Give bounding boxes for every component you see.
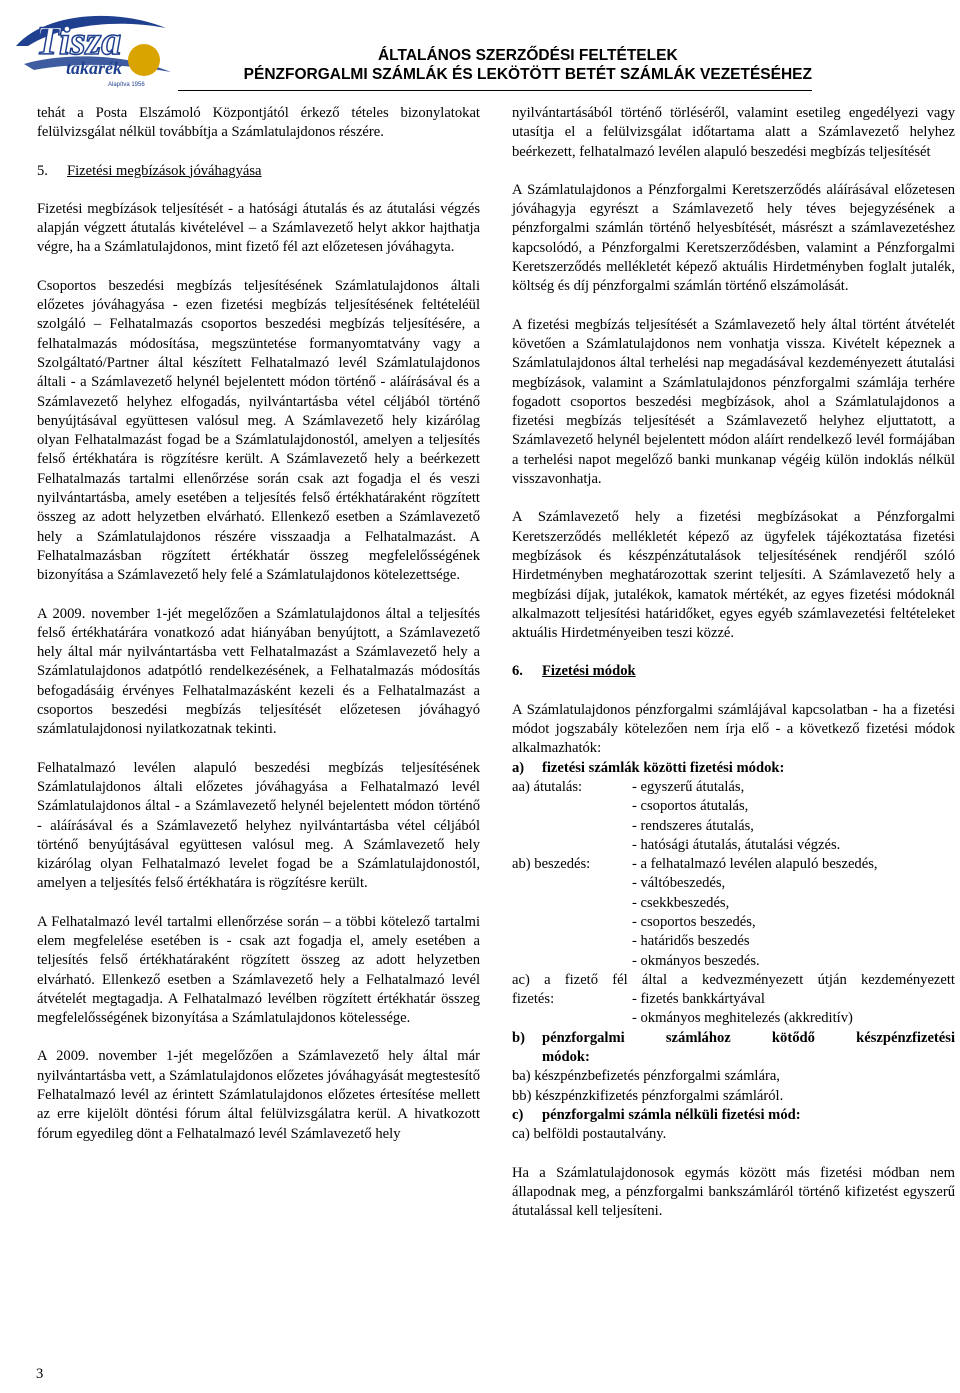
paragraph: A 2009. november 1-jét megelőzően a Számlavezető hely által már nyilvántartásba vett, a Számlatulajdonos előzetes jóváhagyását megtestesítő Felhatalmazó levél az érintett Számlatulajdonos előzetes értesítése mellett az erre kijelölt döntési fórum által felülvizsgálatra kerül. A hivatkozott fórum egyedileg dönt a Felhatalmazó levél Számlavezető hely	[37, 1048, 480, 1142]
list-item: - okmányos beszedés.	[632, 952, 760, 969]
payment-list-ab	[512, 855, 955, 971]
paragraph: Csoportos beszedési megbízás teljesítésének Számlatulajdonos általi előzetes jóváhagyása - ezen fizetési megbízás teljesítésének feltételéül szolgáló – Felhatalmazás csoportos beszedési megbízás teljesítésére, a felhatalmazás módosítása, megszüntetése formanyomtatvány vagy a Szolgáltató/Partner által készített Felhatalmazó levél Számlatulajdonos általi - a Számlavezető helynél bejelentett módon történő - aláírásával és a Számlavezető helyhez elfogadás, nyilvántartásba vétel céljából történő benyújtásával együttesen valósul meg. A Számlavezető hely kizárólag olyan Felhatalmazást fogad be a Számlatulajdonostól, amelyen a teljesítés felső értékhatára is rögzítésre került. A Számlavezető hely a beérkezett Felhatalmazás tartalmi ellenőrzése során csak azt fogadja el és veszi nyilvántartásba, amely esetében a teljesítés felső értékhatáraként rögzített összeg az adott helyzetben elvárható. Ellenkező esetben a Számlavezető hely a Számlatulajdonos részére visszaadja a Felhatalmazást. A Felhatalmazásban rögzített értékhatár összeg megfelelősségének bizonyítása a Számlavezető hely felé a Számlatulajdonos kötelezettsége.	[37, 277, 480, 584]
document-header	[244, 46, 812, 84]
page-number: 3	[36, 1366, 44, 1382]
payment-list-ac	[512, 971, 955, 1029]
list-item: - csekkbeszedés,	[632, 894, 730, 911]
list-label: ab) beszedés:	[512, 856, 591, 873]
section-title: Fizetési megbízások jóváhagyása	[67, 162, 262, 179]
list-item: bb) készpénzkifizetés pénzforgalmi számláról.	[512, 1087, 784, 1104]
section-title: Fizetési módok	[542, 663, 636, 680]
list-item: - hatósági átutalás, átutalási végzés.	[632, 836, 841, 853]
list-item: - határidős beszedés	[632, 933, 750, 950]
list-item: - okmányos meghitelezés (akkreditív)	[632, 1010, 853, 1027]
header-title-line1: ÁLTALÁNOS SZERZŐDÉSI FELTÉTELEK	[377, 47, 678, 64]
logo-founded-text: Alapítva 1956	[108, 82, 145, 88]
list-item: - fizetés bankkártyával	[632, 991, 765, 1008]
list-item: - egyszerű átutalás,	[632, 778, 745, 795]
payment-list-aa	[512, 778, 955, 855]
paragraph: Felhatalmazó levélen alapuló beszedési megbízás teljesítésének Számlatulajdonos általi előzetes jóváhagyása a Felhatalmazó levél Számlatulajdonos által - a Számlavezető helynél bejelentett módon történő - aláírásával és a Számlavezető helyhez nyilvántartásba vétel céljából történő benyújtásával együttesen valósul meg. A Számlavezető hely kizárólag olyan Felhatalmazó levelet fogad be a Számlatulajdonostól, amelyen a teljesítés felső értékhatára is rögzítésre került.	[37, 759, 480, 892]
section-number: 5.	[37, 162, 48, 179]
paragraph: A Számlavezető hely a fizetési megbízásokat a Pénzforgalmi Keretszerződés mellékletét képező az ügyfelek tájékoztatása fizetési megbízások és készpénzátutalások teljesítésének rendjéről szóló Hirdetményben meghatározottak szerint teljesíti. A Számlavezető hely a megbízási díjak, jutalékok, kamatok mértékét, az egyes fizetési módoknál alkalmazott teljesítési határidőket, egyes egyéb számlavezetési feltételeket aktuális Hirdetményeiben teszi közzé.	[512, 509, 955, 642]
list-label: fizetés:	[512, 991, 555, 1008]
list-item: ba) készpénzbefizetés pénzforgalmi számlára,	[512, 1068, 780, 1085]
paragraph: Ha a Számlatulajdonosok egymás között más fizetési módban nem állapodnak meg, a pénzforgalmi bankszámláról történő kifizetést egyszerű átutalással kell teljesíteni.	[512, 1164, 955, 1220]
paragraph: tehát a Posta Elszámoló Központjától érkező tételes bizonylatokat felülvizsgálat nélkül továbbítja a Számlatulajdonos részére.	[37, 105, 480, 141]
left-column	[37, 104, 480, 1144]
paragraph: nyilvántartásából történő törléséről, valamint esetileg engedélyezi vagy utasítja el a felülvizsgálat időtartama alatt a Számlavezető helyhez beérkezett, felhatalmazó levélen alapuló beszedési megbízás teljesítését	[512, 105, 955, 160]
right-column	[512, 104, 955, 1221]
paragraph: A Számlatulajdonos a Pénzforgalmi Keretszerződés aláírásával előzetesen jóváhagyja egyrészt a Számlavezető hely téves bejegyzésének a pénzforgalmi számlán történő helyesbítését, másrészt a számlavezetéshez kapcsolódó, a Pénzforgalmi Keretszerződésben, valamint a Pénzforgalmi Keretszerződés mellékletét képező aktuális Hirdetményben foglalt jutalék, költség és díj pénzforgalmi számlán történő elszámolását.	[512, 181, 955, 295]
section-number: 6.	[512, 663, 523, 680]
header-divider	[178, 90, 812, 91]
list-item: - a felhatalmazó levélen alapuló beszedés,	[632, 856, 878, 873]
logo-sub-text: takarék	[66, 58, 122, 78]
paragraph: Fizetési megbízások teljesítését - a hatósági átutalás és az átutalási végzés alapján végzett átutalás kivételével – a Számlavezető helyt akkor hajthatja végre, ha a Számlatulajdonos, mint fizető fél azt előzetesen jóváhagyta.	[37, 200, 480, 256]
section-heading	[37, 162, 480, 181]
list-heading-b: b) pénzforgalmi számlához kötődő készpénzfizetési	[512, 1029, 955, 1046]
company-logo	[6, 2, 178, 90]
list-item: - csoportos beszedés,	[632, 913, 756, 930]
list-item: - váltóbeszedés,	[632, 875, 726, 892]
section-heading	[512, 662, 955, 681]
list-heading-a: a) fizetési számlák közötti fizetési módok:	[512, 759, 785, 776]
list-heading-b-cont: módok:	[542, 1049, 590, 1066]
list-heading-c: c) pénzforgalmi számla nélküli fizetési mód:	[512, 1106, 801, 1123]
list-intro: ac) a fizető fél által a kedvezményezett útján kezdeményezett	[512, 971, 955, 988]
list-item: - csoportos átutalás,	[632, 798, 749, 815]
header-title-line2: PÉNZFORGALMI SZÁMLÁK ÉS LEKÖTÖTT BETÉT SZÁMLÁK VEZETÉSÉHEZ	[243, 66, 812, 83]
paragraph: A Felhatalmazó levél tartalmi ellenőrzése során – a többi kötelező tartalmi elem megfelelése esetében is - csak azt fogadja el, amely esetében a teljesítés felső értékhatáraként rögzített összeg az adott helyzetben elvárható. Ellenkező esetben a Számlavezető hely a Felhatalmazó levél átvételét megtagadja. A Felhatalmazó levélben rögzített értékhatár összeg megfelelősségének bizonyítása a Számlatulajdonos kötelessége.	[37, 913, 480, 1027]
list-item: - rendszeres átutalás,	[632, 817, 754, 834]
paragraph: A 2009. november 1-jét megelőzően a Számlatulajdonos által a teljesítés felső értékhatárára vonatkozó adat hiányában benyújtott, a Számlavezető hely által már nyilvántartásba vett Felhatalmazást a Számlavezető hely a Számlatulajdonos adatpótló rendelkezésének, a Felhatalmazás módosítás befogadásáig érvényes Felhatalmazásként kezeli és a Felhatalmazást a csoportos beszedési megbízás teljesítését előzetesen jóváhagyó számlatulajdonosi nyilatkozatnak tekinti.	[37, 605, 480, 738]
list-item: ca) belföldi postautalvány.	[512, 1126, 667, 1143]
paragraph: A Számlatulajdonos pénzforgalmi számlájával kapcsolatban - ha a fizetési módot jogszabály kötelezően nem írja elő - a következő fizetési módok alkalmazhatók:	[512, 701, 955, 757]
list-label: aa) átutalás:	[512, 778, 583, 795]
paragraph: A fizetési megbízás teljesítését a Számlavezető hely által történt átvételét követően a Számlatulajdonos nem vonhatja vissza. Kivételt képeznek a Számlatulajdonos által terhelési nap megadásával kezdeményezett átutalási megbízások, valamint a Számlatulajdonos pénzforgalmi számlája terhére fogadott csoportos beszedési megbízások, ahol a Számlatulajdonos a fizetési megbízás teljesítését a Számlavezető helyhez eljuttatott, a Számlavezető helynél bejelentett módon aláírt rendelkező levél formájában a terhelési napot megelőző banki munkanap végéig külön indoklás nélkül visszavonhatja.	[512, 316, 955, 488]
logo-main-text: Tisza	[36, 18, 122, 63]
